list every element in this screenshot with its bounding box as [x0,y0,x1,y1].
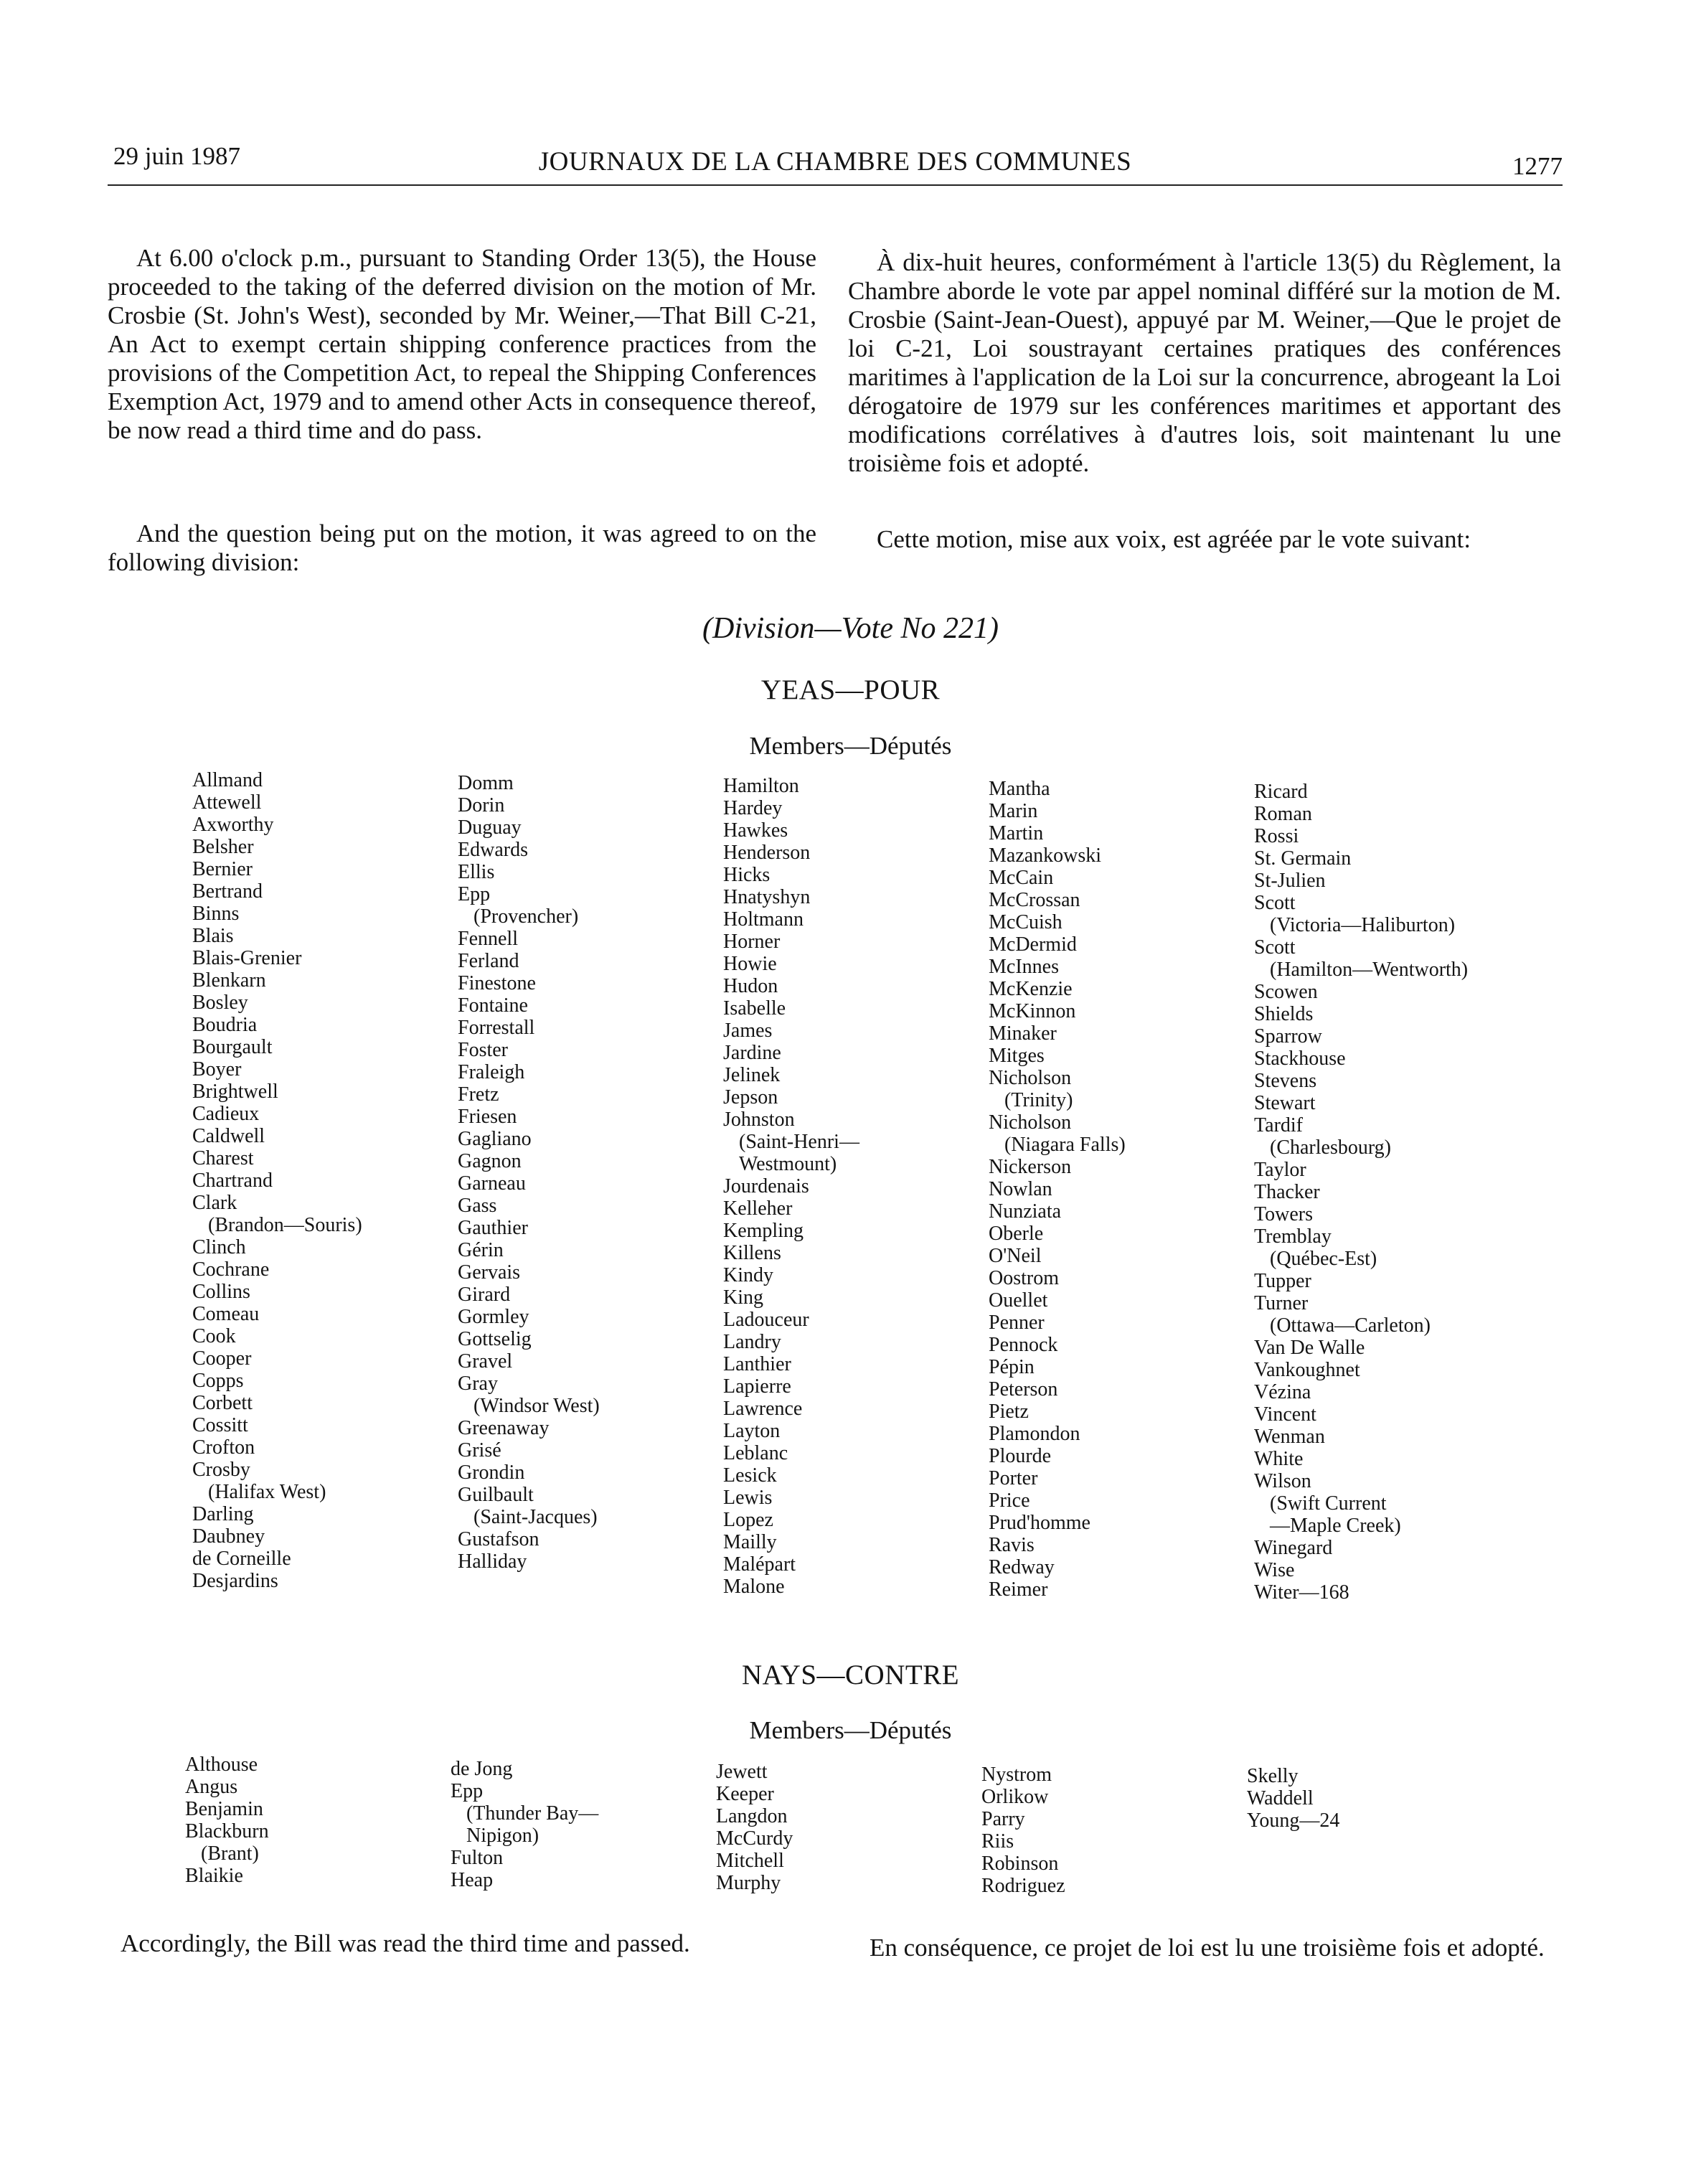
member-name: Martin [989,822,1044,844]
member-name: Winegard [1254,1537,1333,1559]
member-name: Daubney [192,1525,265,1548]
member-name: Gagliano [458,1128,532,1150]
member-name: Hamilton [723,775,799,797]
intro-french: À dix-huit heures, conformément à l'article 13(5) du Règlement, la Chambre aborde le vote par appel nominal différé sur la motion de M. Crosbie (Saint-Jean-Ouest), appuyé par M. Weiner,—Que le projet de loi C-21, Loi soustrayant certaines pratiques des conférences maritimes à l'application de la Loi sur la concurrence, abrogeant la Loi dérogatoire de 1979 sur les conférences maritimes et apportant des modifications corrélatives à d'autres lois, soit maintenant lu une troisième fois et adopté. [848,248,1561,477]
member-name: Young—24 [1247,1809,1340,1832]
member-name: Heap [451,1869,494,1891]
member-name: (Thunder Bay— [466,1802,599,1825]
member-name: Nystrom [981,1764,1052,1786]
member-name: (Windsor West) [473,1395,600,1417]
member-name: Blais [192,925,234,947]
member-name: Lesick [723,1464,777,1487]
member-name: Darling [192,1503,254,1525]
yeas-column-1 [192,769,362,1592]
member-name: (Provencher) [473,905,579,928]
member-name: Bosley [192,992,248,1014]
member-name: Nunziata [989,1200,1062,1223]
member-name: Guilbault [458,1484,534,1506]
member-name: Axworthy [192,814,274,836]
member-name: —Maple Creek) [1270,1515,1401,1537]
member-name: Tardif [1254,1114,1304,1136]
member-name: Nicholson [989,1067,1072,1089]
member-name: Henderson [723,842,811,864]
member-name: de Jong [451,1758,513,1780]
member-name: Jepson [723,1086,778,1109]
closing-english: Accordingly, the Bill was read the third time and passed. [121,1929,690,1957]
member-name: (Saint-Henri— [739,1131,859,1153]
member-name: Angus [185,1776,238,1798]
member-name: Stevens [1254,1070,1317,1092]
member-name: Howie [723,953,777,975]
member-name: Cook [192,1325,236,1347]
member-name: Attewell [192,791,262,814]
member-name: Plamondon [989,1423,1080,1445]
member-name: Horner [723,931,781,953]
member-name: Reimer [989,1578,1048,1601]
member-name: Oostrom [989,1267,1059,1289]
member-name: Collins [192,1281,250,1303]
member-name: Fraleigh [458,1061,525,1083]
member-name: McKinnon [989,1000,1076,1022]
member-name: Killens [723,1242,781,1264]
member-name: Belsher [192,836,254,858]
member-name: Landry [723,1331,781,1353]
member-name: Hudon [723,975,778,997]
question-english: And the question being put on the motion, it was agreed to on the following division: [108,519,816,576]
member-name: Sparrow [1254,1025,1322,1048]
member-name: Finestone [458,972,536,994]
member-name: Gass [458,1195,497,1217]
member-name: Prud'homme [989,1512,1090,1534]
yeas-subheading: Members—Députés [749,732,952,760]
member-name: Boudria [192,1014,258,1036]
member-name: Kelleher [723,1197,793,1220]
member-name: (Halifax West) [208,1481,326,1503]
member-name: Ravis [989,1534,1035,1556]
member-name: Ouellet [989,1289,1048,1312]
member-name: Redway [989,1556,1055,1578]
member-name: Scowen [1254,981,1318,1003]
member-name: Rossi [1254,825,1299,847]
member-name: Gottselig [458,1328,532,1350]
member-name: Pietz [989,1401,1029,1423]
member-name: Malone [723,1576,785,1598]
member-name: Crosby [192,1459,250,1481]
member-name: Cadieux [192,1103,260,1125]
member-name: Mitchell [716,1850,784,1872]
member-name: Grisé [458,1439,501,1462]
member-name: McKenzie [989,978,1073,1000]
member-name: Vézina [1254,1381,1311,1403]
header-title: JOURNAUX DE LA CHAMBRE DES COMMUNES [538,147,1132,176]
member-name: Caldwell [192,1125,265,1147]
member-name: Ferland [458,950,519,972]
member-name: Gauthier [458,1217,528,1239]
member-name: Mitges [989,1045,1045,1067]
member-name: Shields [1254,1003,1314,1025]
member-name: St. Germain [1254,847,1352,870]
member-name: Wilson [1254,1470,1311,1492]
member-name: St-Julien [1254,870,1326,892]
member-name: Kempling [723,1220,804,1242]
intro-english: At 6.00 o'clock p.m., pursuant to Standing Order 13(5), the House proceeded to the taking of the deferred division on the motion of Mr. Crosbie (St. John's West), seconded by Mr. Weiner,—That Bill C-21, An Act to exempt certain shipping conference practices from the provisions of the Competition Act, to repeal the Shipping Conferences Exemption Act, 1979 and to amend other Acts in consequence thereof, be now read a third time and do pass. [108,244,816,444]
member-name: Parry [981,1808,1025,1830]
member-name: King [723,1286,763,1309]
member-name: Orlikow [981,1786,1049,1808]
member-name: Skelly [1247,1765,1299,1787]
member-name: (Charlesbourg) [1270,1136,1391,1159]
member-name: Isabelle [723,997,786,1020]
member-name: Althouse [185,1754,258,1776]
member-name: Lewis [723,1487,773,1509]
member-name: O'Neil [989,1245,1042,1267]
member-name: Cossitt [192,1414,248,1436]
nays-column-2 [451,1758,598,1891]
nays-subheading: Members—Députés [749,1716,952,1744]
member-name: Edwards [458,839,528,861]
member-name: Fontaine [458,994,528,1017]
member-name: Lopez [723,1509,773,1531]
yeas-column-5 [1254,781,1468,1604]
member-name: Vankoughnet [1254,1359,1360,1381]
member-name: McDermid [989,933,1077,956]
member-name: Gravel [458,1350,513,1373]
member-name: McInnes [989,956,1059,978]
member-name: Ricard [1254,781,1308,803]
member-name: Peterson [989,1378,1058,1401]
member-name: Gray [458,1373,498,1395]
member-name: Porter [989,1467,1038,1489]
member-name: Westmount) [739,1153,837,1175]
member-name: Girard [458,1284,511,1306]
member-name: Riis [981,1830,1014,1853]
header-date: 29 juin 1987 [113,142,240,170]
member-name: Greenaway [458,1417,550,1439]
member-name: Blenkarn [192,969,266,992]
member-name: Jardine [723,1042,781,1064]
member-name: Mantha [989,778,1050,800]
member-name: Johnston [723,1109,795,1131]
member-name: Pennock [989,1334,1058,1356]
member-name: Hicks [723,864,771,886]
member-name: Bernier [192,858,253,880]
member-name: Keeper [716,1783,774,1805]
member-name: Fennell [458,928,518,950]
member-name: Fulton [451,1847,504,1869]
member-name: Blaikie [185,1865,243,1887]
member-name: Jewett [716,1761,768,1783]
yeas-column-4 [989,778,1126,1601]
member-name: Hawkes [723,819,788,842]
member-name: Ladouceur [723,1309,809,1331]
header-rule [108,184,1563,186]
nays-column-3 [716,1761,793,1894]
yeas-column-3 [723,775,859,1598]
member-name: (Saint-Jacques) [473,1506,598,1528]
member-name: (Québec-Est) [1270,1248,1377,1270]
member-name: Holtmann [723,908,804,931]
member-name: Rodriguez [981,1875,1065,1897]
member-name: Stewart [1254,1092,1316,1114]
member-name: Robinson [981,1853,1059,1875]
member-name: Ellis [458,861,495,883]
yeas-column-2 [458,772,600,1573]
member-name: (Trinity) [1004,1089,1073,1111]
member-name: McCurdy [716,1827,793,1850]
member-name: Duguay [458,816,522,839]
member-name: Cooper [192,1347,252,1370]
member-name: Pépin [989,1356,1035,1378]
member-name: (Niagara Falls) [1004,1134,1126,1156]
member-name: de Corneille [192,1548,291,1570]
member-name: Price [989,1489,1030,1512]
member-name: Fretz [458,1083,499,1106]
yeas-heading: YEAS—POUR [760,674,941,705]
member-name: (Ottawa—Carleton) [1270,1314,1431,1337]
member-name: Tupper [1254,1270,1311,1292]
member-name: Scott [1254,892,1296,914]
member-name: Epp [458,883,491,905]
member-name: Friesen [458,1106,517,1128]
member-name: (Brandon—Souris) [208,1214,362,1236]
member-name: Garneau [458,1172,526,1195]
member-name: James [723,1020,773,1042]
member-name: Halliday [458,1550,527,1573]
member-name: (Swift Current [1270,1492,1387,1515]
member-name: Marin [989,800,1038,822]
member-name: Towers [1254,1203,1314,1225]
member-name: Desjardins [192,1570,278,1592]
member-name: Tremblay [1254,1225,1332,1248]
member-name: Nicholson [989,1111,1072,1134]
member-name: Roman [1254,803,1312,825]
member-name: Gérin [458,1239,504,1261]
member-name: Turner [1254,1292,1309,1314]
member-name: Epp [451,1780,484,1802]
member-name: Blais-Grenier [192,947,302,969]
member-name: Layton [723,1420,781,1442]
member-name: Gormley [458,1306,529,1328]
member-name: Gustafson [458,1528,539,1550]
nays-heading: NAYS—CONTRE [741,1660,960,1690]
member-name: Wise [1254,1559,1295,1581]
member-name: McCrossan [989,889,1080,911]
member-name: Bourgault [192,1036,273,1058]
member-name: (Victoria—Haliburton) [1270,914,1456,936]
member-name: Binns [192,903,240,925]
member-name: Grondin [458,1462,525,1484]
page-number: 1277 [1512,152,1563,180]
member-name: Mazankowski [989,844,1102,867]
member-name: Jourdenais [723,1175,809,1197]
member-name: Copps [192,1370,244,1392]
member-name: Hardey [723,797,783,819]
member-name: Dorin [458,794,505,816]
member-name: Scott [1254,936,1296,959]
member-name: Benjamin [185,1798,263,1820]
member-name: Crofton [192,1436,255,1459]
member-name: McCuish [989,911,1062,933]
member-name: Plourde [989,1445,1052,1467]
nays-column-4 [981,1764,1065,1897]
closing-french: En conséquence, ce projet de loi est lu une troisième fois et adopté. [870,1934,1545,1962]
question-french: Cette motion, mise aux voix, est agréée par le vote suivant: [877,525,1471,553]
member-name: Cochrane [192,1258,270,1281]
member-name: Waddell [1247,1787,1314,1809]
member-name: Gervais [458,1261,521,1284]
member-name: Minaker [989,1022,1057,1045]
member-name: Charest [192,1147,254,1169]
member-name: Hnatyshyn [723,886,811,908]
member-name: Forrestall [458,1017,535,1039]
member-name: Vincent [1254,1403,1316,1426]
member-name: Stackhouse [1254,1048,1346,1070]
member-name: Comeau [192,1303,260,1325]
member-name: Murphy [716,1872,781,1894]
member-name: Malépart [723,1553,796,1576]
member-name: Mailly [723,1531,777,1553]
member-name: Blackburn [185,1820,269,1842]
member-name: Kindy [723,1264,773,1286]
member-name: Oberle [989,1223,1044,1245]
member-name: Corbett [192,1392,253,1414]
member-name: Lanthier [723,1353,791,1375]
member-name: Witer—168 [1254,1581,1349,1604]
member-name: Jelinek [723,1064,781,1086]
member-name: Leblanc [723,1442,788,1464]
member-name: Penner [989,1312,1045,1334]
member-name: Clark [192,1192,237,1214]
member-name: (Hamilton—Wentworth) [1270,959,1469,981]
member-name: Gagnon [458,1150,522,1172]
member-name: Clinch [192,1236,246,1258]
member-name: Thacker [1254,1181,1320,1203]
member-name: Van De Walle [1254,1337,1365,1359]
member-name: Wenman [1254,1426,1325,1448]
member-name: Taylor [1254,1159,1306,1181]
nays-column-1 [185,1754,269,1887]
member-name: Brightwell [192,1081,278,1103]
page-header [108,142,1563,185]
division-title: (Division—Vote No 221) [702,612,999,645]
member-name: White [1254,1448,1304,1470]
member-name: Langdon [716,1805,788,1827]
member-name: (Brant) [201,1842,259,1865]
member-name: Boyer [192,1058,242,1081]
member-name: Bertrand [192,880,263,903]
member-name: Chartrand [192,1169,273,1192]
member-name: Domm [458,772,514,794]
member-name: Nowlan [989,1178,1052,1200]
nays-column-5 [1247,1765,1339,1832]
member-name: McCain [989,867,1054,889]
member-name: Nipigon) [466,1825,539,1847]
member-name: Foster [458,1039,508,1061]
member-name: Nickerson [989,1156,1072,1178]
member-name: Allmand [192,769,263,791]
member-name: Lapierre [723,1375,791,1398]
member-name: Lawrence [723,1398,803,1420]
